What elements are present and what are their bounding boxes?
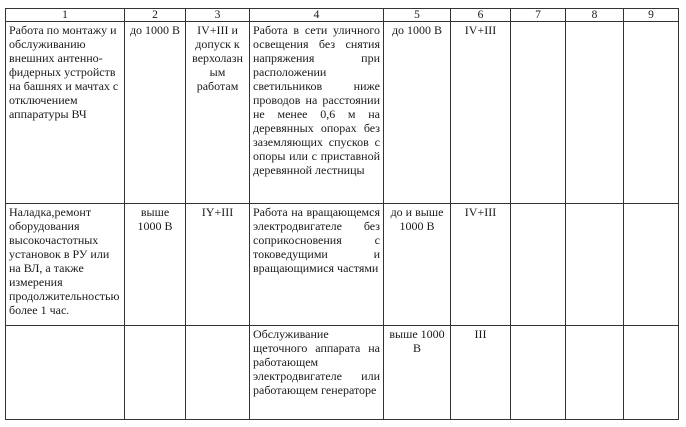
qualification-group-cell: III	[451, 326, 511, 420]
column-header-9: 9	[624, 9, 679, 22]
work-description-cell: Работа на вращающемся электродвигателе без соприкосновения с токоведущими и вращающимися частями	[250, 204, 384, 326]
voltage-cell	[125, 326, 186, 420]
column-header-1: 1	[6, 9, 125, 22]
work-description-cell: Обслуживание щеточного аппарата на работающем электродвигателе или работающем генераторе	[250, 326, 384, 420]
empty-cell	[511, 326, 566, 420]
empty-cell	[624, 326, 679, 420]
document-table	[5, 8, 679, 420]
table-row	[6, 204, 679, 326]
work-description-cell: Работа в сети уличного освещения без снятия напряжения при расположении светильников ниже проводов на расстоянии не менее 0,6 м на деревянных опорах без заземляющих спусков с опоры или с приставной деревянной лестницы	[250, 22, 384, 204]
column-header-2: 2	[125, 9, 186, 22]
qualification-group-cell: IY+III	[186, 204, 250, 326]
qualification-group-cell: IV+III	[451, 204, 511, 326]
qualification-group-cell: IV+III и допуск к верхолазным работам	[186, 22, 250, 204]
empty-cell	[566, 326, 624, 420]
voltage-cell: до 1000 В	[384, 22, 451, 204]
voltage-cell: выше 1000 В	[125, 204, 186, 326]
column-header-4: 4	[250, 9, 384, 22]
column-header-6: 6	[451, 9, 511, 22]
empty-cell	[511, 22, 566, 204]
column-header-8: 8	[566, 9, 624, 22]
qualification-group-cell: IV+III	[451, 22, 511, 204]
voltage-cell: до и выше 1000 В	[384, 204, 451, 326]
column-header-7: 7	[511, 9, 566, 22]
empty-cell	[511, 204, 566, 326]
empty-cell	[624, 22, 679, 204]
work-description-cell	[6, 326, 125, 420]
work-description-cell: Наладка,ремонт оборудования высокочастотных установок в РУ или на ВЛ, а также измерения продолжительностью более 1 час.	[6, 204, 125, 326]
table-row	[6, 326, 679, 420]
voltage-cell: до 1000 В	[125, 22, 186, 204]
header-row	[6, 9, 679, 22]
work-description-cell: Работа по монтажу и обслуживанию внешних антенно-фидерных устройств на башнях и мачтах с отключением аппаратуры ВЧ	[6, 22, 125, 204]
column-header-3: 3	[186, 9, 250, 22]
empty-cell	[566, 204, 624, 326]
table-row	[6, 22, 679, 204]
column-header-5: 5	[384, 9, 451, 22]
empty-cell	[566, 22, 624, 204]
voltage-cell: выше 1000 В	[384, 326, 451, 420]
qualification-group-cell	[186, 326, 250, 420]
empty-cell	[624, 204, 679, 326]
